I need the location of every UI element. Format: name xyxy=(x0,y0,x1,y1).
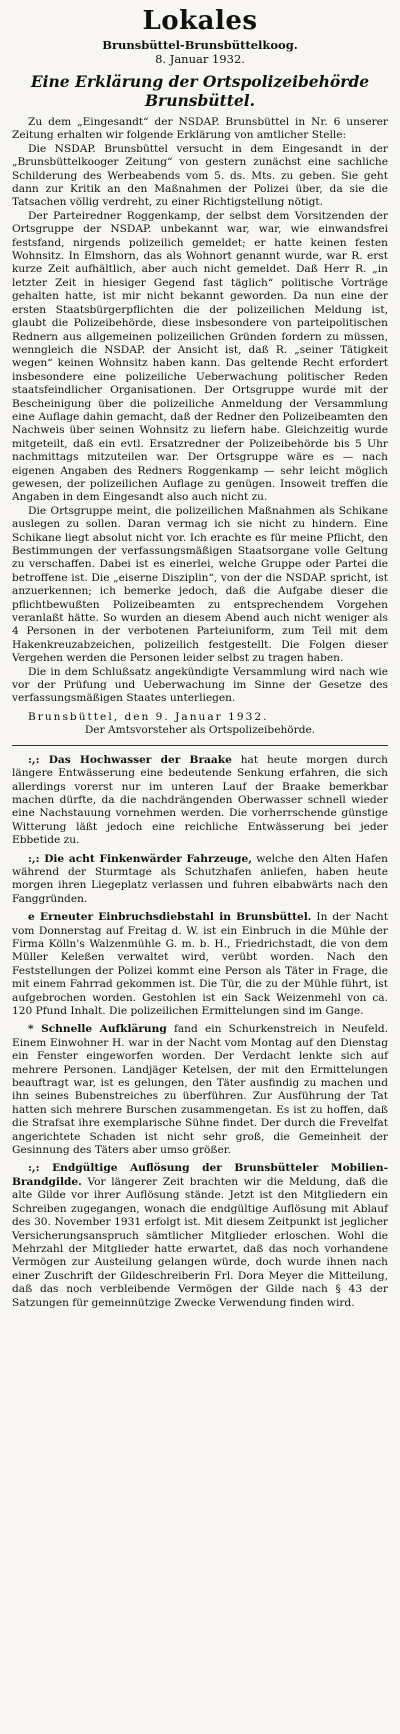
news-item-text: fand ein Schurkenstreich in Neufeld. Einem Einwohner H. war in der Nacht vom Montag auf den Dienstag ein Fenster eingeworfen worden. Der Verdacht lenkte sich auf mehrere Personen. Landjäger Ketelsen, der mit den Ermittelungen beauftragt war, ist es gelungen, den Täter ausfindig zu machen und ihn seines Bubenstreiches zu überführen. Zur Ausführung der Tat hatten sich mehrere Burschen zusammengetan. Es ist zu hoffen, daß die Strafsat ihre exemplarische Sühne findet. Der durch die Frevelfat angerichtete Schaden ist nicht sehr groß, die Gemeinheit der Gesinnung des Täters aber umso größer. xyxy=(12,1023,388,1157)
article-paragraph: Die in dem Schlußsatz angekündigte Versammlung wird nach wie vor der Prüfung und Ueberwachung im Sinne der Gesetze des verfassungsmäßigen Staates unterliegen. xyxy=(12,665,388,705)
article-paragraph: Die Ortsgruppe meint, die polizeilichen Maßnahmen als Schikane auslegen zu sollen. Daran vermag ich sie nicht zu hindern. Eine Schikane liegt absolut nicht vor. Ich erachte es für meine Pflicht, den Bestimmungen der verfassungsmäßigen Staatsorgane volle Geltung zu verschaffen. Dabei ist es einerlei, welche Gruppe oder Partei die betroffene ist. Die „eiserne Disziplin“, von der die NSDAP. spricht, ist anzuerkennen; ich bemerke jedoch, daß die Aufgabe dieser die pflichtbewußten Polizeibeamten zu entsprechendem Vorgehen veranlaßt hätte. So wurden an diesem Abend auch nicht weniger als 4 Personen in der verbotenen Parteiuniform, zum Teil mit dem Hakenkreuzabzeichen, polizeilich festgestellt. Die Folgen dieser Vergehen werden die Personen leider selbst zu tragen haben. xyxy=(12,504,388,665)
news-item-lead: * Schnelle Aufklärung xyxy=(28,1023,167,1036)
dateline-date: 8. Januar 1932. xyxy=(155,52,245,66)
signature-role: Der Amtsvorsteher als Ortspolizeibehörde. xyxy=(84,724,316,737)
news-item-text: Vor längerer Zeit brachten wir die Meldung, daß die alte Gilde vor ihrer Auflösung stände. Jetzt ist den Mitgliedern ein Schreiben zugegangen, wonach die endgültige Auflösung mit Ablauf des 30. November 1931 erfolgt ist. Mit diesem Zeitpunkt ist jeglicher Versicherungsanspruch sämtlicher Mitglieder erloschen. Wohl die Mehrzahl der Mitglieder hatte erwartet, daß das noch vorhandene Vermögen zur Austeilung gelangen würde, doch wurde ihnen nach einer Zuschrift der Gildeschreiberin Frl. Dora Meyer die Mitteilung, daß das noch verbleibende Vermögen der Gilde nach § 43 der Satzungen für gemeinnützige Zwecke Verwendung finden wird. xyxy=(12,1175,388,1309)
section-divider xyxy=(12,745,388,746)
news-item-text: welche den Alten Hafen während der Sturmtage als Schutzhafen anliefen, haben heute morgen ihren Liegeplatz verlassen und fuhren elbabwärts nach den Fanggründen. xyxy=(12,852,388,905)
news-item xyxy=(12,1023,388,1157)
article-paragraph: Zu dem „Eingesandt“ der NSDAP. Brunsbüttel in Nr. 6 unserer Zeitung erhalten wir folgende Erklärung von amtlicher Stelle: xyxy=(12,116,388,142)
article-headline: Eine Erklärung der Ortspolizeibehörde Brunsbüttel. xyxy=(30,72,370,110)
news-item-lead: :,: Die acht Finkenwärder Fahrzeuge, xyxy=(28,852,252,865)
news-item-text: hat heute morgen durch längere Entwässerung eine bedeutende Senkung erfahren, die sich allerdings vorerst nur im unteren Lauf der Braake bemerkbar machen dürfte, da die nachdrängenden Oberwasser schnell wieder eine Nachstauung vornehmen werden. Die vorherrschende günstige Witterung läßt jedoch eine reichliche Entwässerung bei jeder Ebbetide zu. xyxy=(12,753,388,847)
signature-place-date: Brunsbüttel, den 9. Januar 1932. xyxy=(28,710,269,723)
dateline-place: Brunsbüttel-Brunsbüttelkoog. xyxy=(102,38,298,52)
news-item-text: In der Nacht vom Donnerstag auf Freitag d. W. ist ein Einbruch in die Mühle der Firma Kölln's Walzenmühle G. m. b. H., Friedrichstadt, die von dem Müller Keleßen verwaltet wird, verübt worden. Nach den Feststellungen der Polizei kommt eine Person als Täter in Frage, die mit einem Fahrrad gekommen ist. Die Tür, die zu der Mühle führt, ist aufgebrochen worden. Gestohlen ist ein Sack Weizenmehl von ca. 120 Pfund Inhalt. Die polizeilichen Ermittelungen sind im Gange. xyxy=(12,911,388,1017)
news-item-lead: :,: Das Hochwasser der Braake xyxy=(28,753,232,766)
news-item-lead: :,: Endgültige Auflösung der Brunsbütteler Mobilien-Brandgilde. xyxy=(12,1162,388,1188)
news-item xyxy=(12,853,388,907)
news-item xyxy=(12,911,388,1018)
news-item-lead: e Erneuter Einbruchsdiebstahl in Brunsbüttel. xyxy=(28,911,312,924)
section-title: Lokales xyxy=(142,6,258,36)
news-item xyxy=(12,1162,388,1309)
article-paragraph: Die NSDAP. Brunsbüttel versucht in dem Eingesandt in der „Brunsbüttelkooger Zeitung“ von gestern zunächst eine sachliche Schilderung des Werbeabends vom 5. ds. Mts. zu geben. Sie geht dann zur Kritik an den Maßnahmen der Polizei über, da sie die Tatsachen völlig verdreht, zu einer Richtigstellung nötigt. xyxy=(12,142,388,209)
article-paragraph: Der Parteiredner Roggenkamp, der selbst dem Vorsitzenden der Ortsgruppe der NSDAP. unbekannt war, war, wie einwandsfrei festsfand, nirgends polizeilich gemeldet; er hatte keinen festen Wohnsitz. In Elmshorn, das als Wohnort genannt wurde, war R. erst kurze Zeit aufhältlich, aber auch nicht gemeldet. Daß Herr R. „in letzter Zeit in hiesiger Gegend fast täglich“ politische Vorträge gehalten hatte, ist mir nicht bekannt geworden. Da nun eine der ersten Staatsbürgerpflichten die der polizeilichen Meldung ist, glaubt die Polizeibehörde, diese insbesondere von parteipolitischen Rednern aus allgemeinen polizeilichen Gründen fordern zu müssen, wenngleich die NSDAP. der Ansicht ist, daß R. „seiner Tätigkeit wegen“ keinen Wohnsitz haben kann. Das geltende Recht erfordert insbesondere eine polizeiliche Ueberwachung politischer Reden staatsfeindlicher Organisationen. Der Ortsgruppe wurde mit der Bescheinigung über die polizeiliche Anmeldung der Versammlung eine Auflage dahin gemacht, daß der Redner den Polizeibeamten den Nachweis über seinen Wohnsitz zu liefern habe. Gleichzeitig wurde mitgeteilt, daß ein evtl. Ersatzredner der Polizeibehörde bis 5 Uhr nachmittags mitzuteilen war. Der Ortsgruppe wäre es — nach eigenen Angaben des Redners Roggenkamp — sehr leicht möglich gewesen, der polizeilichen Auflage zu genügen. Insoweit treffen die Angaben in dem Eingesandt also auch nicht zu. xyxy=(12,209,388,504)
news-item xyxy=(12,754,388,848)
